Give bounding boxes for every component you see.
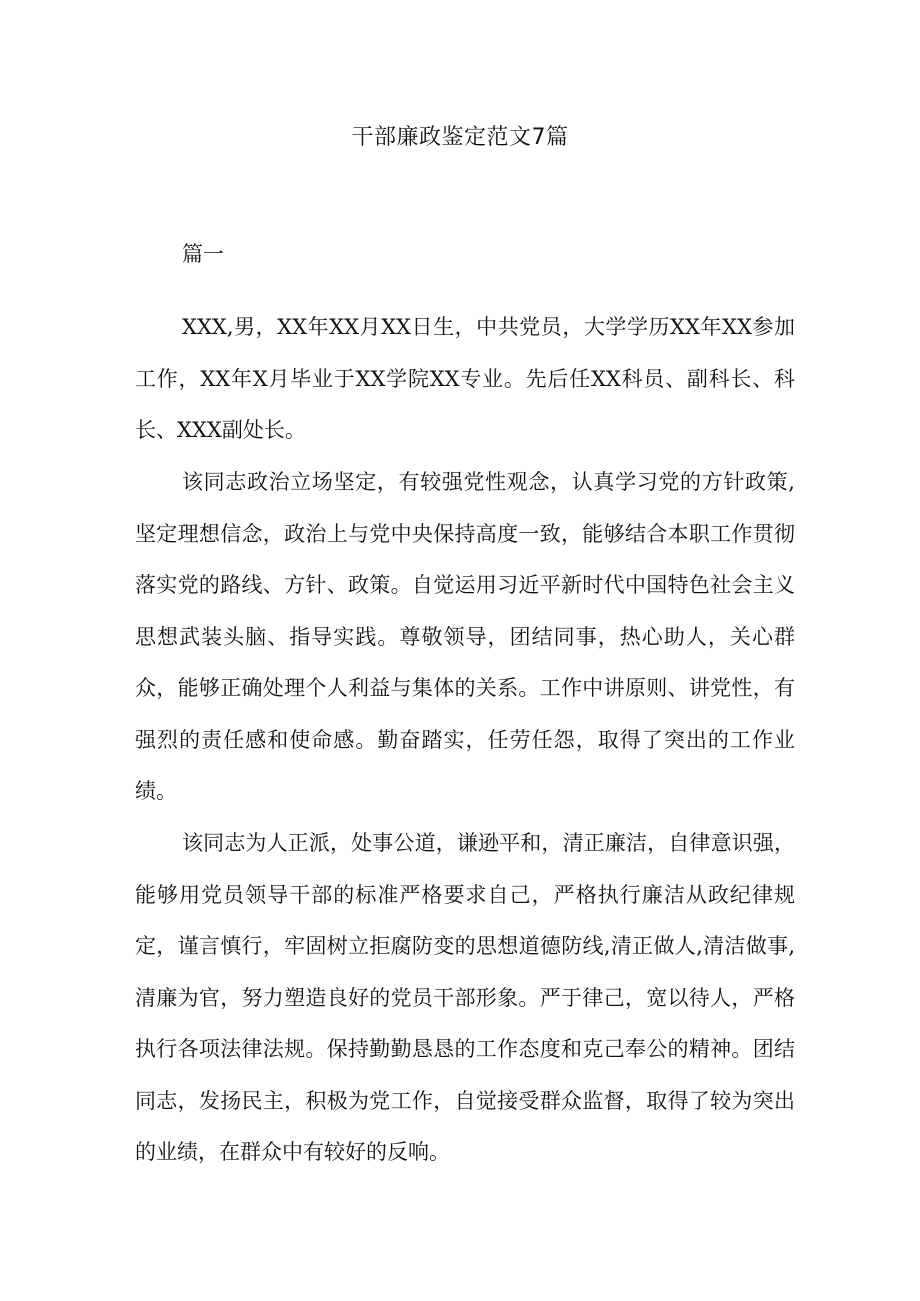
paragraph-personal-info: XXX,男，XX年XX月XX日生，中共党员，大学学历XX年XX参加工作，XX年X月毕业于XX学院XX专业。先后任XX科员、副科长、科长、XXX副处长。 xyxy=(135,315,795,442)
section-heading: 篇一 xyxy=(182,242,224,266)
paragraph-integrity: 该同志为人正派，处事公道，谦逊平和，清正廉洁，自律意识强，能够用党员领导干部的标准严格要求自己，严格执行廉洁从政纪律规定，谨言慎行，牢固树立拒腐防变的思想道德防线,清正做人,清洁做事,清廉为官，努力塑造良好的党员干部形象。严于律己，宽以待人，严格执行各项法律法规。保持勤勤恳恳的工作态度和克己奉公的精神。团结同志，发扬民主，积极为党工作，自觉接受群众监督，取得了较为突出的业绩，在群众中有较好的反响。 xyxy=(135,831,795,1164)
paragraph-political-stance: 该同志政治立场坚定，有较强党性观念，认真学习党的方针政策,坚定理想信念，政治上与党中央保持高度一致，能够结合本职工作贯彻落实党的路线、方针、政策。自觉运用习近平新时代中国特色社会主义思想武装头脑、指导实践。尊敬领导，团结同事，热心助人，关心群众，能够正确处理个人利益与集体的关系。工作中讲原则、讲党性，有强烈的责任感和使命感。勤奋踏实，任劳任怨，取得了突出的工作业绩。 xyxy=(135,470,795,803)
document-title: 干部廉政鉴定范文7篇 xyxy=(351,125,569,150)
